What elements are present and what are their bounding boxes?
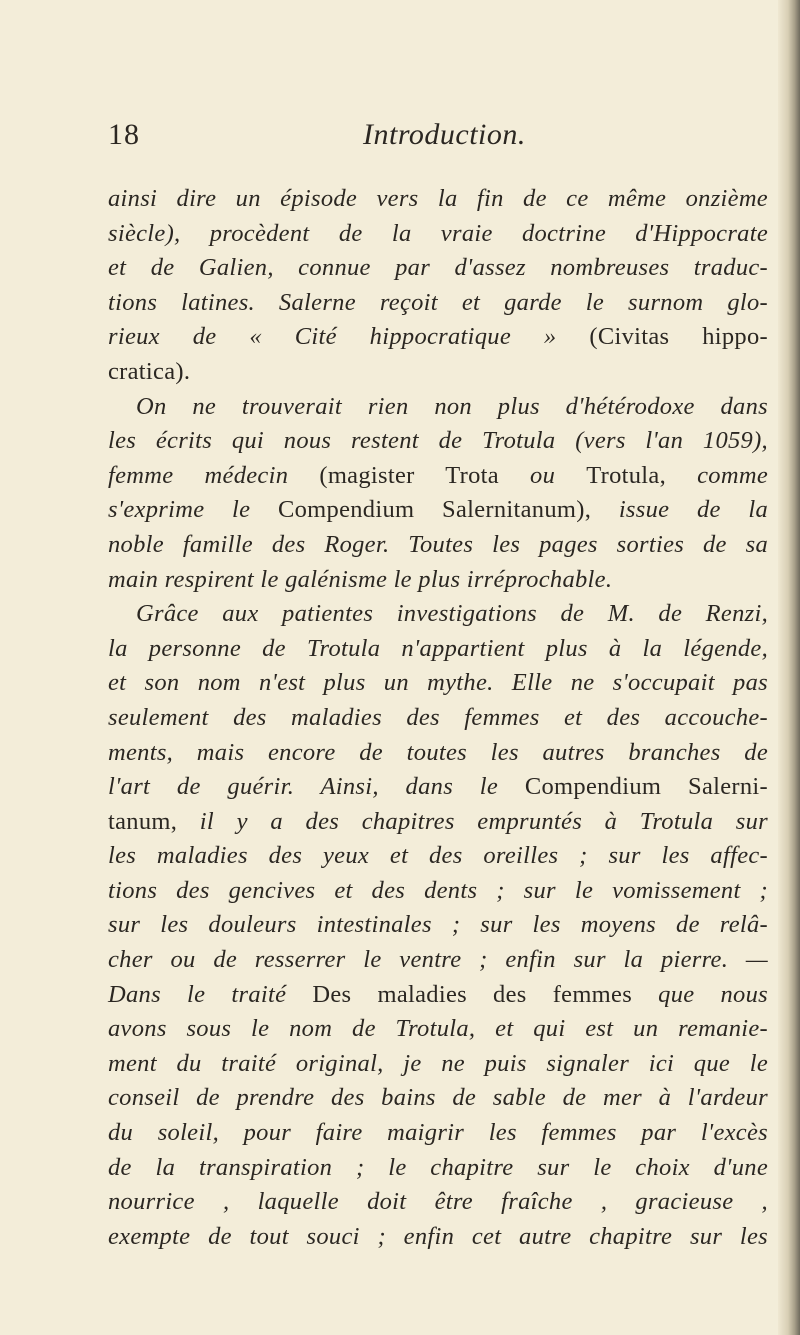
text-line: [108, 320, 768, 355]
text-line: [108, 390, 768, 425]
text-segment: siècle), procèdent de la vraie doctrine d'Hippocrate: [108, 219, 768, 247]
text-line: [108, 1116, 768, 1151]
text-segment: noble famille des Roger. Toutes les pages sorties de sa: [108, 530, 768, 558]
text-segment: Dans le traité: [108, 980, 313, 1008]
text-segment: tions latines. Salerne reçoit et garde le surnom glo-: [108, 288, 768, 316]
text-segment: les écrits qui nous restent de Trotula (vers l'an 1059),: [108, 427, 768, 455]
text-segment: conseil de prendre des bains de sable de mer à l'ardeur: [108, 1084, 768, 1112]
text-segment: cratica).: [108, 357, 191, 385]
text-line: [108, 701, 768, 736]
text-segment: s'exprime le: [108, 496, 278, 524]
text-segment: ment du traité original, je ne puis signaler ici que le: [108, 1049, 768, 1077]
text-segment: comme: [697, 461, 768, 489]
text-segment: ou: [530, 461, 587, 489]
text-segment: Trotula,: [586, 461, 698, 489]
text-segment: femme médecin: [108, 461, 320, 489]
text-line: [108, 770, 768, 805]
text-segment: (Civitas hippo-: [589, 323, 768, 351]
text-line: [108, 459, 768, 494]
text-segment: il y a des chapitres empruntés à Trotula sur: [199, 807, 768, 835]
page-edge-shadow: [778, 0, 800, 1335]
text-line: [108, 874, 768, 909]
text-segment: et son nom n'est plus un mythe. Elle ne s'occupait pas: [108, 669, 768, 697]
text-segment: tions des gencives et des dents ; sur le vomissement ;: [108, 876, 768, 904]
text-line: [108, 493, 768, 528]
text-line: [108, 666, 768, 701]
text-line: [108, 1185, 768, 1220]
text-line: [108, 736, 768, 771]
text-line: [108, 839, 768, 874]
text-line: [108, 355, 768, 390]
text-segment: nourrice , laquelle doit être fraîche , gracieuse ,: [108, 1188, 768, 1216]
text-line: [108, 563, 768, 598]
text-line: [108, 597, 768, 632]
text-segment: l'art de guérir. Ainsi, dans le: [108, 773, 525, 801]
text-line: [108, 1047, 768, 1082]
text-segment: ments, mais encore de toutes les autres branches de: [108, 738, 768, 766]
text-line: [108, 251, 768, 286]
text-line: [108, 528, 768, 563]
text-line: [108, 182, 768, 217]
text-segment: exempte de tout souci ; enfin cet autre chapitre sur les: [108, 1222, 768, 1250]
text-line: [108, 943, 768, 978]
text-segment: seulement des maladies des femmes et des accouche-: [108, 703, 768, 731]
text-segment: et de Galien, connue par d'assez nombreuses traduc-: [108, 254, 768, 282]
text-line: [108, 978, 768, 1013]
text-segment: tanum,: [108, 807, 200, 835]
text-segment: Grâce aux patientes investigations de M. de Renzi,: [136, 600, 768, 628]
text-segment: la personne de Trotula n'appartient plus à la légende,: [108, 634, 768, 662]
text-segment: Compendium Salerni-: [524, 773, 768, 801]
text-segment: sur les douleurs intestinales ; sur les moyens de relâ-: [108, 911, 768, 939]
text-line: [108, 805, 768, 840]
page-header: [108, 118, 768, 158]
text-segment: (magister Trota: [319, 461, 531, 489]
text-segment: les maladies des yeux et des oreilles ; sur les affec-: [108, 842, 768, 870]
text-line: [108, 424, 768, 459]
text-segment: du soleil, pour faire maigrir les femmes par l'excès: [108, 1119, 768, 1147]
text-line: [108, 1081, 768, 1116]
text-segment: cher ou de resserrer le ventre ; enfin sur la pierre. —: [108, 946, 768, 974]
text-segment: main respirent le galénisme le plus irréprochable.: [108, 565, 613, 593]
text-segment: Compendium Salernitanum),: [277, 496, 619, 524]
running-title: Introduction.: [363, 118, 526, 151]
text-segment: avons sous le nom de Trotula, et qui est un remanie-: [108, 1015, 768, 1043]
text-line: [108, 1151, 768, 1186]
text-segment: issue de la: [618, 496, 769, 524]
page-number: 18: [108, 118, 140, 151]
body-text: [108, 182, 768, 1254]
text-line: [108, 1012, 768, 1047]
text-segment: rieux de « Cité hippocratique »: [108, 323, 590, 351]
text-line: [108, 286, 768, 321]
text-line: [108, 217, 768, 252]
text-segment: de la transpiration ; le chapitre sur le choix d'une: [108, 1153, 768, 1181]
text-segment: que nous: [658, 980, 768, 1008]
text-segment: ainsi dire un épisode vers la fin de ce même onzième: [108, 185, 768, 212]
text-segment: Des maladies des femmes: [312, 980, 659, 1008]
text-line: [108, 908, 768, 943]
text-line: [108, 1220, 768, 1255]
text-segment: On ne trouverait rien non plus d'hétérodoxe dans: [136, 392, 768, 420]
text-line: [108, 632, 768, 667]
